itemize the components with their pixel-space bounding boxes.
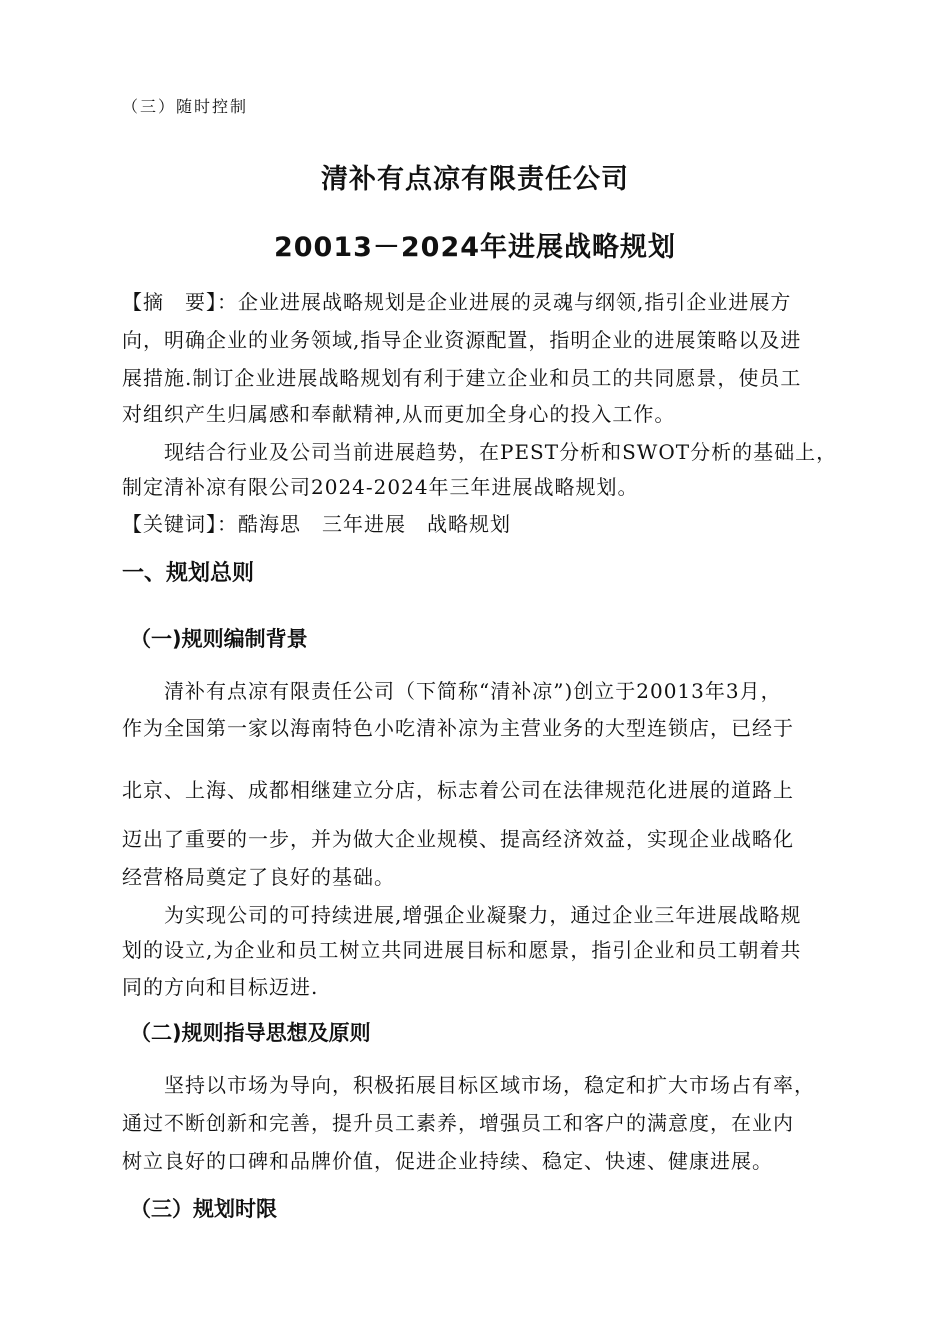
paragraph-segment: ，标志着公司在法律规范化进展的道路上 [416,778,794,802]
subsection-heading: （二)规则指导思想及原则 [130,1021,371,1045]
paragraph-line: 清补有点凉有限责任公司（下简称“清补凉”)创立于20013年3月， [122,679,782,703]
section-heading: 一、规划总则 [122,561,255,586]
paragraph-line: 树立良好的口碑和品牌价值，促进企业持续、稳定、快速、健康进展。 [122,1149,773,1173]
company-title: 清补有点凉有限责任公司 [321,164,629,195]
abstract-line: 【摘 要】：企业进展战略规划是企业进展的灵魂与纲领,指引企业进展方 [122,290,792,314]
paragraph-segment: 、上海、成都相继建立分店 [164,778,416,802]
abstract-line: 展措施.制订企业进展战略规划有利于建立企业和员工的共同愿景，使员工 [122,366,802,390]
abstract-line: 对组织产生归属感和奉献精神,从而更加全身心的投入工作。 [122,402,676,426]
subsection-heading: （一)规则编制背景 [130,627,308,651]
keywords-line: 【关键词】：酷海思 三年进展 战略规划 [122,512,511,536]
paragraph-segment: 北京 [122,778,164,802]
plan-title: 20013－2024年进展战略规划 [273,232,677,263]
paragraph-line: 作为全国第一家以海南特色小吃清补凉为主营业务的大型连锁店，已经于 [122,716,794,740]
abstract-line: 现结合行业及公司当前进展趋势，在PEST分析和SWOT分析的基础上， [122,440,838,464]
paragraph-line: 为实现公司的可持续进展,增强企业凝聚力，通过企业三年进展战略规 [122,903,802,927]
abstract-line: 向，明确企业的业务领域,指导企业资源配置，指明企业的进展策略以及进 [122,328,802,352]
paragraph-line: 经营格局奠定了良好的基础。 [122,865,395,889]
paragraph-line: 迈出了重要的一步，并为做大企业规模、提高经济效益，实现企业战略化 [122,827,794,851]
paragraph-line: 通过不断创新和完善，提升员工素养，增强员工和客户的满意度，在业内 [122,1111,794,1135]
paragraph-line: 同的方向和目标迈进. [122,975,319,999]
paragraph-line [122,775,794,805]
paragraph-line: 坚持以市场为导向，积极拓展目标区域市场，稳定和扩大市场占有率， [122,1073,815,1097]
section-marker: （三）随时控制 [122,97,249,116]
subsection-heading: （三）规划时限 [130,1197,277,1221]
paragraph-line: 划的设立,为企业和员工树立共同进展目标和愿景，指引企业和员工朝着共 [122,938,802,962]
abstract-line: 制定清补凉有限公司2024-2024年三年进展战略规划。 [122,475,639,499]
